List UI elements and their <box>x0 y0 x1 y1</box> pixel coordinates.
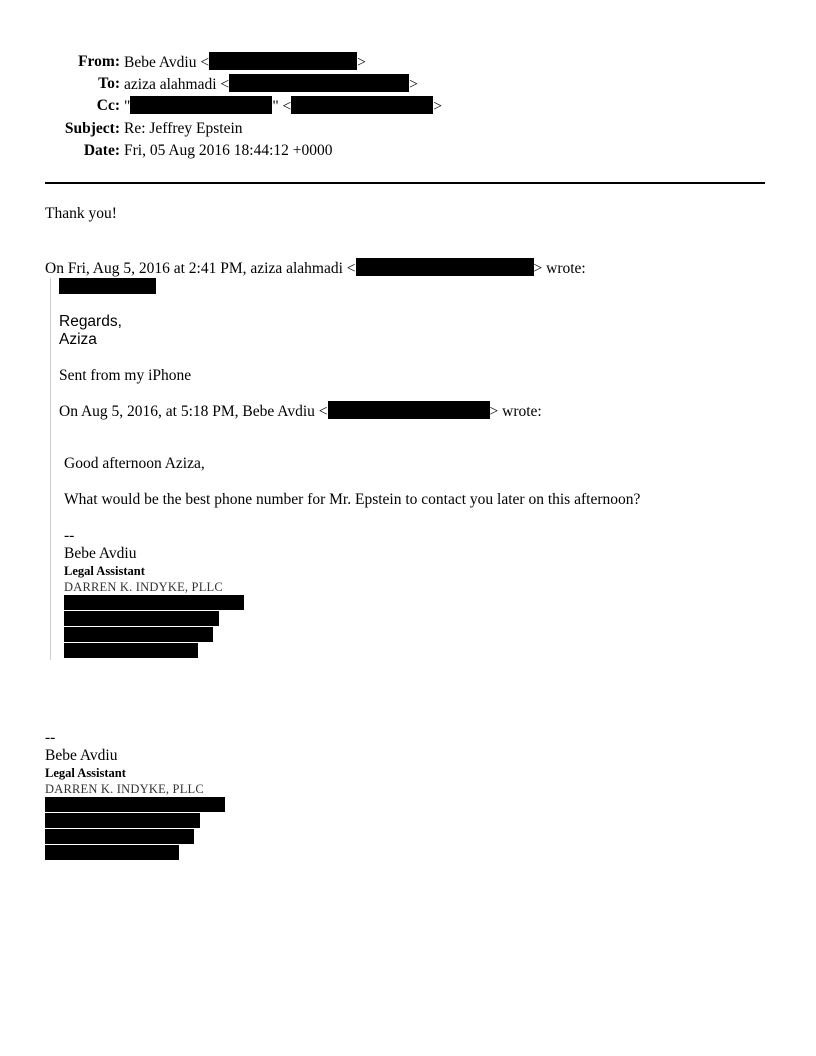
redaction-bar <box>229 74 409 92</box>
greeting-text: Good afternoon Aziza, <box>64 455 205 472</box>
signature-title: Legal Assistant <box>45 766 126 780</box>
subject-value: Re: Jeffrey Epstein <box>124 120 243 137</box>
signature-name: Bebe Avdiu <box>45 747 118 764</box>
quote-bar <box>50 278 51 660</box>
cc-end: > <box>433 98 443 115</box>
from-name: Bebe Avdiu < <box>124 54 210 71</box>
cc-mid: " < <box>272 98 292 115</box>
redaction-bar <box>45 797 225 812</box>
subject-label: Subject: <box>64 120 120 137</box>
signature-firm: DARREN K. INDYKE, PLLC <box>45 782 204 796</box>
sent-from-text: Sent from my iPhone <box>59 367 192 384</box>
signature-dashes: -- <box>45 729 56 746</box>
signature-firm: DARREN K. INDYKE, PLLC <box>64 580 223 594</box>
question-text: What would be the best phone number for Mr. Epstein to contact you later on this afternoon? <box>64 491 641 508</box>
redaction-bar <box>64 627 213 642</box>
redaction-bar <box>64 611 219 626</box>
redaction-bar <box>130 96 272 114</box>
date-label: Date: <box>83 142 120 159</box>
to-name: aziza alahmadi < <box>124 76 230 93</box>
redaction-bar <box>64 595 244 610</box>
cc-open-quote: " <box>124 98 131 115</box>
header-divider <box>45 182 765 184</box>
from-end: > <box>357 54 366 71</box>
thanks-text: Thank you! <box>45 205 117 222</box>
date-value: Fri, 05 Aug 2016 18:44:12 +0000 <box>124 142 333 159</box>
redaction-bar <box>291 96 433 114</box>
regards-text: Regards, <box>59 313 122 330</box>
cc-label: Cc: <box>96 97 120 114</box>
signature-title: Legal Assistant <box>64 564 145 578</box>
quote-attribution-2: On Aug 5, 2016, at 5:18 PM, Bebe Avdiu < > wrote: <box>59 403 542 420</box>
signature-dashes: -- <box>64 527 75 544</box>
quote-attribution-1: On Fri, Aug 5, 2016 at 2:41 PM, aziza alahmadi < > wrote: <box>45 260 586 277</box>
to-label: To: <box>98 75 120 92</box>
from-label: From: <box>78 53 120 70</box>
redaction-bar <box>328 401 490 419</box>
signature-name: Bebe Avdiu <box>64 545 137 562</box>
redaction-bar <box>45 845 179 860</box>
redaction-bar <box>45 829 194 844</box>
redaction-bar <box>64 643 198 658</box>
redaction-bar <box>356 258 534 276</box>
redaction-bar <box>45 813 200 828</box>
signoff-name: Aziza <box>59 331 97 348</box>
to-end: > <box>409 76 418 93</box>
redaction-bar <box>209 52 357 70</box>
redaction-bar <box>59 278 156 294</box>
